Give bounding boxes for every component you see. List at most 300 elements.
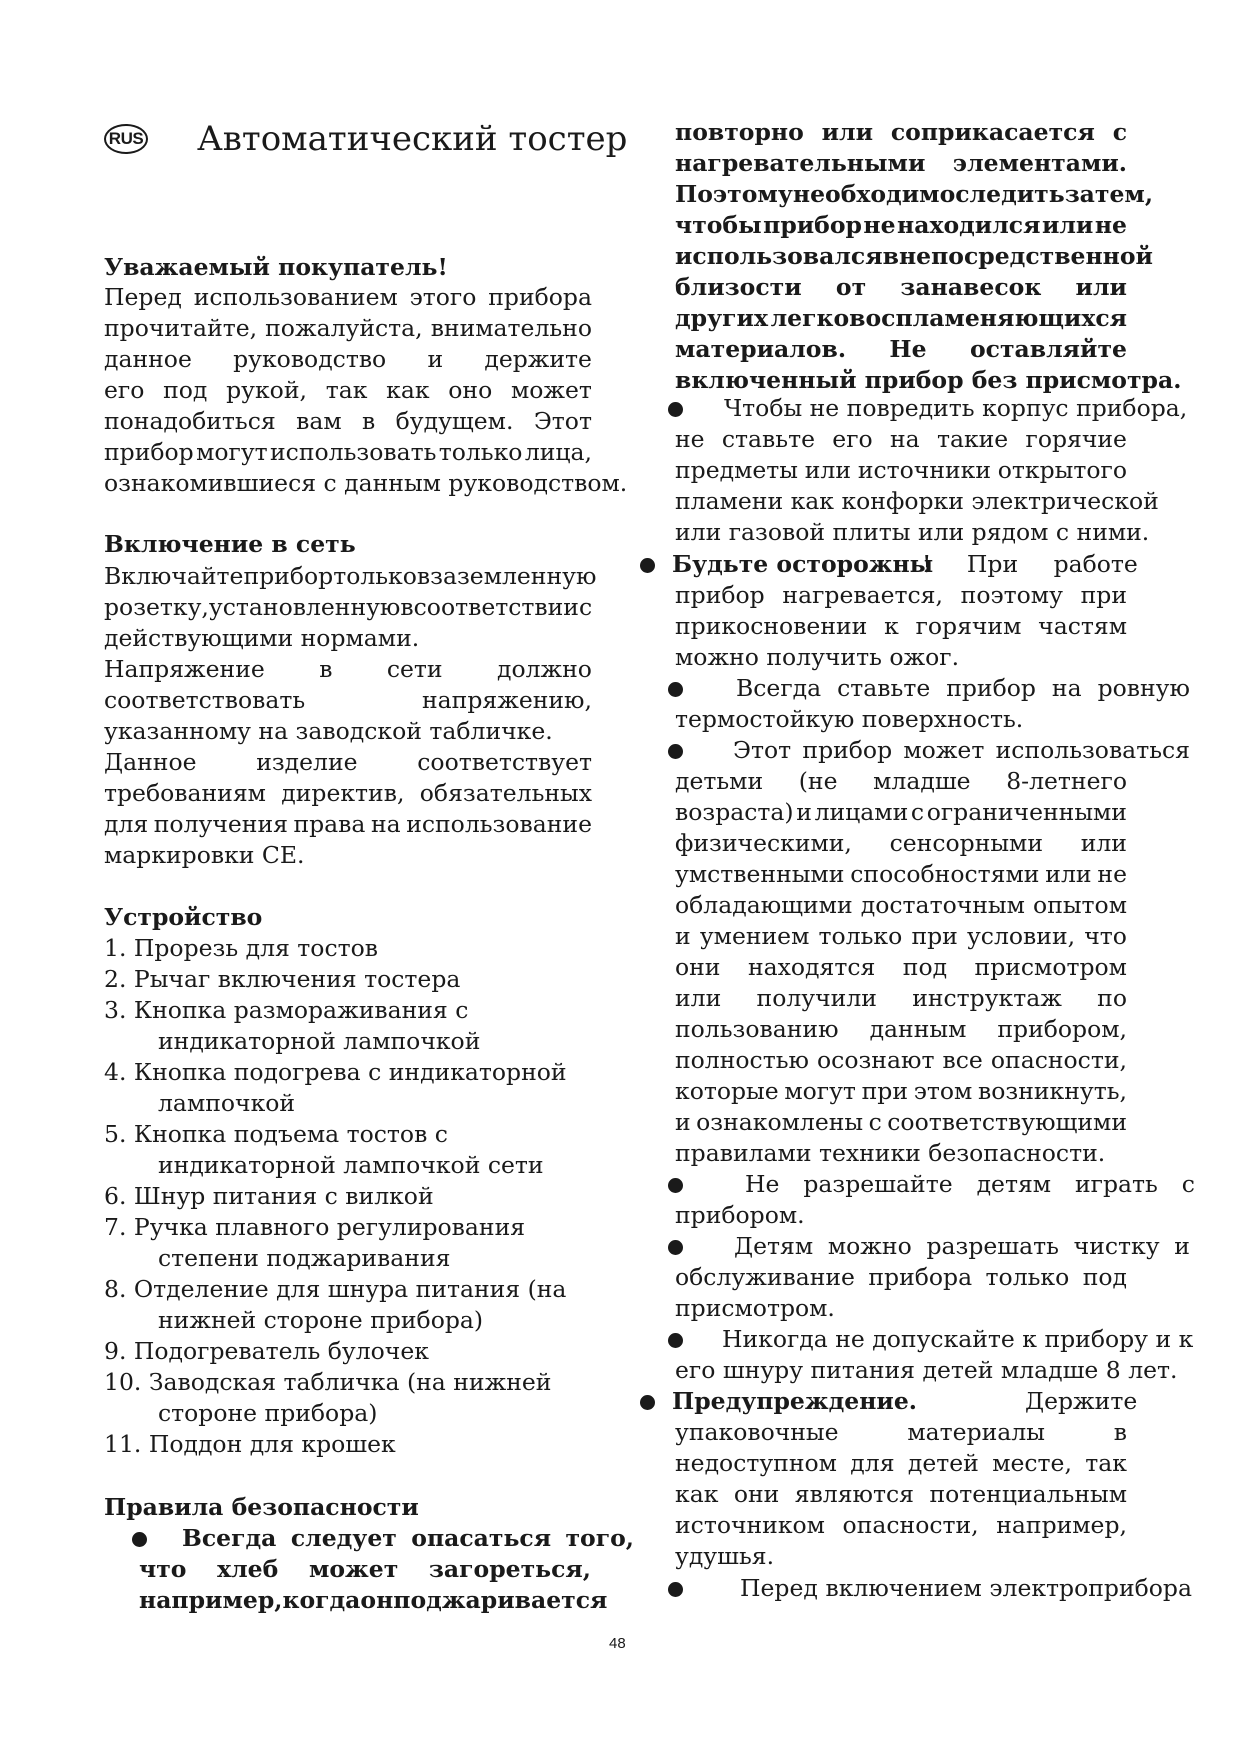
word: предметы xyxy=(675,456,798,484)
word: не xyxy=(1097,860,1127,888)
bullet-line xyxy=(675,1015,1127,1044)
word: только xyxy=(818,922,903,950)
word: младше xyxy=(873,767,971,795)
language-badge: RUS xyxy=(104,124,148,154)
bullet-icon xyxy=(668,1240,683,1255)
word: ознакомлены xyxy=(696,1108,864,1136)
word: только xyxy=(985,1263,1070,1291)
word: данным xyxy=(869,1015,967,1043)
word: или xyxy=(804,456,852,484)
word: возникнуть, xyxy=(978,1077,1127,1105)
word: может xyxy=(903,736,985,764)
word: все xyxy=(942,1046,983,1074)
bullet-line xyxy=(675,1077,1127,1106)
word: может xyxy=(308,1555,399,1583)
word: лицами xyxy=(814,798,909,826)
word: играть xyxy=(1075,1170,1158,1198)
word: прибором, xyxy=(997,1015,1127,1043)
word: только xyxy=(438,438,523,466)
word: разрешайте xyxy=(803,1170,953,1198)
word: обслуживание xyxy=(675,1263,855,1291)
word: изделие xyxy=(256,748,358,776)
word: и xyxy=(1174,1232,1190,1260)
word: находился xyxy=(897,211,1041,239)
word: что xyxy=(1084,922,1127,950)
device-list-item: 4. Кнопка подогрева с индикаторной xyxy=(104,1058,567,1086)
power-line xyxy=(104,810,592,839)
word: следить xyxy=(955,180,1065,208)
device-list-item-cont: индикаторной лампочкой xyxy=(158,1027,481,1055)
word: прикосновении xyxy=(675,612,868,640)
word: инструктаж xyxy=(912,984,1062,1012)
bullet-line xyxy=(745,1170,1195,1199)
word: могут xyxy=(196,438,268,466)
word: опытом xyxy=(1033,891,1127,919)
word: рукой, xyxy=(226,376,307,404)
word: физическими, xyxy=(675,829,852,857)
bullet-line xyxy=(675,612,1127,641)
word: упаковочные xyxy=(675,1418,839,1446)
word: за xyxy=(1064,180,1095,208)
word: директив, xyxy=(281,779,405,807)
word: получили xyxy=(756,984,877,1012)
word: умственными xyxy=(675,860,845,888)
bullet-line xyxy=(675,891,1127,920)
word: под xyxy=(1082,1263,1127,1291)
word: опасности, xyxy=(842,1511,979,1539)
word: в xyxy=(416,562,431,590)
word: и xyxy=(796,798,812,826)
safety-line xyxy=(675,149,1127,178)
word: 8-летнего xyxy=(1006,767,1127,795)
word: и xyxy=(675,1108,691,1136)
bullet-line: прибором. xyxy=(675,1201,805,1229)
word: непосредственной xyxy=(898,242,1153,270)
word: его xyxy=(832,425,873,453)
bullet-line: Никогда не допускайте к прибору и к xyxy=(722,1325,1194,1353)
word: легковоспламеняющихся xyxy=(770,304,1127,332)
word: включением xyxy=(825,1574,982,1602)
device-list-item: 6. Шнур питания с вилкой xyxy=(104,1182,434,1210)
word: получения xyxy=(153,810,288,838)
intro-line xyxy=(104,283,592,312)
power-line xyxy=(104,562,597,591)
word: присмотром xyxy=(974,953,1127,981)
bullet-line xyxy=(675,1046,1127,1075)
bullet-line xyxy=(675,1108,1127,1137)
word: прибор xyxy=(104,438,194,466)
word: использоваться xyxy=(995,736,1190,764)
word: вам xyxy=(296,407,342,435)
word: являются xyxy=(794,1480,915,1508)
word: не xyxy=(1094,211,1127,239)
word: понадобиться xyxy=(104,407,276,435)
safety-line xyxy=(675,211,1127,240)
word: этом xyxy=(913,1077,973,1105)
bullet-icon xyxy=(668,682,683,697)
bullet-line xyxy=(675,953,1127,982)
word: данное xyxy=(104,345,192,373)
device-list-item-cont: индикаторной лампочкой сети xyxy=(158,1151,544,1179)
bullet-line xyxy=(675,922,1127,951)
device-heading: Устройство xyxy=(104,903,263,931)
intro-line xyxy=(104,407,592,436)
word: необходимо xyxy=(792,180,956,208)
word: Включайте xyxy=(104,562,244,590)
word: детям xyxy=(976,1170,1052,1198)
word: частям xyxy=(1038,612,1127,640)
word: или xyxy=(1080,829,1127,857)
word: занавесок xyxy=(900,273,1042,301)
word: к xyxy=(884,612,899,640)
word: поэтому xyxy=(960,581,1063,609)
word: в xyxy=(400,593,414,621)
word: не xyxy=(675,425,705,453)
word: Всегда xyxy=(736,674,822,702)
word: прибора xyxy=(868,1263,973,1291)
word: прибор xyxy=(243,562,334,590)
device-list-item: 3. Кнопка размораживания с xyxy=(104,996,469,1024)
word: соприкасается xyxy=(890,118,1095,146)
word: держите xyxy=(484,345,592,373)
word: с xyxy=(1181,1170,1195,1198)
safety-line xyxy=(675,335,1127,364)
word: сенсорными xyxy=(889,829,1044,857)
word: Детям xyxy=(734,1232,814,1260)
word: при xyxy=(1080,581,1127,609)
bullet-line xyxy=(675,425,1127,454)
word: открытого xyxy=(997,456,1127,484)
bullet-line xyxy=(675,1418,1127,1447)
word: горячие xyxy=(1025,425,1127,453)
word: сети xyxy=(386,655,443,683)
word: такие xyxy=(936,425,1009,453)
safety-line: включенный прибор без присмотра. xyxy=(675,366,1182,394)
word: розетку, xyxy=(104,593,209,621)
word: возраста) xyxy=(675,798,794,826)
word: обязательных xyxy=(419,779,592,807)
word: прочитайте, xyxy=(104,314,258,342)
word: Не xyxy=(889,335,927,363)
word: и xyxy=(675,922,691,950)
word: не xyxy=(863,211,896,239)
word: на xyxy=(889,425,920,453)
bullet-line xyxy=(675,581,1127,610)
word: прибор xyxy=(675,581,765,609)
word: тем, xyxy=(1094,180,1154,208)
bullet-icon xyxy=(668,1582,683,1597)
word: электроприбора xyxy=(989,1574,1192,1602)
word: этого xyxy=(409,283,477,311)
bullet-line xyxy=(675,767,1127,796)
word: повторно xyxy=(675,118,804,146)
intro-line xyxy=(104,438,592,467)
word: соответствии xyxy=(413,593,579,621)
bullet-line: термостойкую поверхность. xyxy=(675,705,1024,733)
power-line: указанному на заводской табличке. xyxy=(104,717,553,745)
bullet-line xyxy=(675,984,1127,1013)
power-line xyxy=(104,686,592,715)
word: установленную xyxy=(208,593,401,621)
word: права xyxy=(293,810,366,838)
word: чистку xyxy=(1073,1232,1160,1260)
word: оно xyxy=(448,376,493,404)
bullet-line xyxy=(675,860,1127,889)
word: использовать xyxy=(270,438,437,466)
word: нагревается, xyxy=(782,581,943,609)
bullet-icon xyxy=(640,1395,655,1410)
word: которые xyxy=(675,1077,779,1105)
word: на xyxy=(370,810,401,838)
bullet-line: его шнуру питания детей младше 8 лет. xyxy=(675,1356,1178,1384)
safety-line xyxy=(675,273,1127,302)
word: как xyxy=(386,376,430,404)
word: оставляйте xyxy=(970,335,1127,363)
word: что xyxy=(139,1555,187,1583)
bullet-line: можно получить ожог. xyxy=(675,643,960,671)
word: по xyxy=(1097,984,1127,1012)
safety-line xyxy=(675,180,1154,209)
device-list-item: 7. Ручка плавного регулирования xyxy=(104,1213,526,1241)
device-list-item: 10. Заводская табличка (на нижней xyxy=(104,1368,552,1396)
page-title: Автоматический тостер xyxy=(197,119,628,159)
word: нагревательными xyxy=(675,149,926,177)
word: Поэтому xyxy=(675,180,793,208)
intro-line xyxy=(104,376,592,405)
bullet-line: пламени как конфорки электрической xyxy=(675,487,1159,515)
word: когда xyxy=(282,1586,361,1614)
intro-line xyxy=(104,345,592,374)
word: под xyxy=(902,953,948,981)
bullet-line: Держите xyxy=(1025,1387,1138,1415)
word: использование xyxy=(406,810,592,838)
device-list-item: 5. Кнопка подъема тостов с xyxy=(104,1120,448,1148)
word: в xyxy=(1113,1418,1127,1446)
word: элементами. xyxy=(952,149,1127,177)
word: разрешать xyxy=(926,1232,1059,1260)
safety-line xyxy=(675,242,1153,271)
word: использовался xyxy=(675,242,883,270)
word: источники xyxy=(857,456,991,484)
word: Всегда xyxy=(182,1524,277,1552)
word: или xyxy=(1075,273,1127,301)
word: близости xyxy=(675,273,802,301)
power-line xyxy=(104,779,592,808)
bullet-icon xyxy=(640,558,655,573)
word: или xyxy=(1045,860,1092,888)
bullet-line xyxy=(675,456,1127,485)
device-list-item: 11. Поддон для крошек xyxy=(104,1430,396,1458)
word: (не xyxy=(798,767,838,795)
word: так xyxy=(1085,1449,1127,1477)
device-list-item: 2. Рычаг включения тостера xyxy=(104,965,461,993)
bullet-line xyxy=(675,829,1127,858)
word: чтобы xyxy=(675,211,762,239)
device-list-item: 9. Подогреватель булочек xyxy=(104,1337,429,1365)
safety-heading: Правила безопасности xyxy=(104,1493,419,1521)
word: горячим xyxy=(915,612,1022,640)
bullet-line: удушья. xyxy=(675,1542,775,1570)
word: на xyxy=(1051,674,1082,702)
word: Этот xyxy=(533,407,592,435)
safety-line xyxy=(675,304,1127,333)
word: так xyxy=(325,376,368,404)
bullet-line xyxy=(733,736,1190,765)
power-heading: Включение в сеть xyxy=(104,530,356,558)
word: его xyxy=(104,376,145,404)
word: других xyxy=(675,304,768,332)
word: в xyxy=(319,655,333,683)
word: пожалуйста, xyxy=(265,314,423,342)
bullet-bold: Будьте осторожны xyxy=(672,550,934,578)
word: соответствует xyxy=(417,748,592,776)
bullet-line: или газовой плиты или рядом с ними. xyxy=(675,518,1150,546)
word: с xyxy=(1112,118,1127,146)
word: они xyxy=(733,1480,780,1508)
word: они xyxy=(675,953,721,981)
word: поджаривается xyxy=(393,1586,608,1614)
word: условии, xyxy=(966,922,1076,950)
bullet-line xyxy=(675,1511,1127,1540)
device-list-item-cont: степени поджаривания xyxy=(158,1244,451,1272)
bullet-line xyxy=(675,1449,1127,1478)
word: Данное xyxy=(104,748,197,776)
power-line xyxy=(104,655,592,684)
bullet-line: присмотром. xyxy=(675,1294,835,1322)
word: находятся xyxy=(747,953,876,981)
word: с xyxy=(910,798,925,826)
word: соответствующими xyxy=(887,1108,1127,1136)
bullet-line xyxy=(675,798,1127,827)
device-list-item: 8. Отделение для шнура питания (на xyxy=(104,1275,567,1303)
word: для xyxy=(850,1449,895,1477)
word: при xyxy=(911,922,958,950)
bullet-line: правилами техники безопасности. xyxy=(675,1139,1106,1167)
word: может xyxy=(510,376,592,404)
word: месте, xyxy=(992,1449,1072,1477)
word: ровную xyxy=(1097,674,1190,702)
word: он xyxy=(360,1586,394,1614)
bullet-line xyxy=(675,1480,1127,1509)
word: с xyxy=(578,593,593,621)
bullet-icon xyxy=(668,1178,683,1193)
word: как xyxy=(675,1480,719,1508)
word: следует xyxy=(290,1524,397,1552)
word: материалы xyxy=(907,1418,1045,1446)
word: прибор xyxy=(946,674,1036,702)
word: Перед xyxy=(104,283,182,311)
bullet-line xyxy=(675,1263,1127,1292)
word: прибора xyxy=(488,283,592,311)
bullet-line xyxy=(736,674,1190,703)
word: Не xyxy=(745,1170,780,1198)
word: того, xyxy=(565,1524,634,1552)
word: опасаться xyxy=(411,1524,552,1552)
word: обладающими xyxy=(675,891,853,919)
word: достаточным xyxy=(860,891,1025,919)
bullet-icon xyxy=(668,744,683,759)
bullet-icon xyxy=(668,1333,683,1348)
word: в xyxy=(362,407,376,435)
word: потенциальным xyxy=(929,1480,1127,1508)
bullet-line: ! При работе xyxy=(922,550,1138,578)
word: умением xyxy=(699,922,810,950)
safety-line xyxy=(139,1586,608,1615)
word: например, xyxy=(996,1511,1127,1539)
word: хлеб xyxy=(217,1555,279,1583)
word: требованиям xyxy=(104,779,266,807)
word: для xyxy=(104,810,149,838)
word: соответствовать xyxy=(104,686,306,714)
safety-line xyxy=(675,118,1127,147)
word: ставьте xyxy=(721,425,815,453)
word: детьми xyxy=(675,767,764,795)
power-line: действующими нормами. xyxy=(104,624,420,652)
word: опасности, xyxy=(990,1046,1127,1074)
bullet-line: Чтобы не повредить корпус прибора, xyxy=(724,394,1188,422)
device-list-item-cont: лампочкой xyxy=(158,1089,296,1117)
intro-line xyxy=(104,314,592,343)
word: можно xyxy=(827,1232,912,1260)
word: и xyxy=(427,345,444,373)
word: с xyxy=(868,1108,882,1136)
word: ограниченными xyxy=(926,798,1127,826)
device-list-item-cont: нижней стороне прибора) xyxy=(158,1306,484,1334)
bullet-line xyxy=(740,1574,1192,1603)
word: загореться, xyxy=(428,1555,591,1583)
bullet-line xyxy=(734,1232,1190,1261)
word: прибор xyxy=(802,736,893,764)
power-line xyxy=(104,593,593,622)
word: источником xyxy=(675,1511,825,1539)
power-line: маркировки СЕ. xyxy=(104,841,305,869)
word: способностями xyxy=(850,860,1040,888)
word: при xyxy=(861,1077,908,1105)
word: детей xyxy=(907,1449,979,1477)
word: или xyxy=(675,984,722,1012)
word: Напряжение xyxy=(104,655,265,683)
word: использованием xyxy=(193,283,398,311)
page-number: 48 xyxy=(609,1635,626,1652)
word: напряжению, xyxy=(422,686,592,714)
word: прибор xyxy=(763,211,862,239)
intro-heading: Уважаемый покупатель! xyxy=(104,253,448,281)
power-line xyxy=(104,748,592,777)
word: пользованию xyxy=(675,1015,839,1043)
word: или xyxy=(1041,211,1094,239)
word: руководство xyxy=(233,345,387,373)
word: лица, xyxy=(524,438,592,466)
word: полностью xyxy=(675,1046,809,1074)
word: или xyxy=(821,118,874,146)
word: например, xyxy=(139,1586,283,1614)
safety-line xyxy=(182,1524,634,1553)
word: Этот xyxy=(733,736,792,764)
intro-line: ознакомившиеся с данным руководством. xyxy=(104,469,628,497)
word: осознают xyxy=(817,1046,935,1074)
word: под xyxy=(163,376,208,404)
word: могут xyxy=(784,1077,856,1105)
word: материалов. xyxy=(675,335,846,363)
device-list-item: 1. Прорезь для тостов xyxy=(104,934,378,962)
word: только xyxy=(333,562,417,590)
word: будущем. xyxy=(395,407,514,435)
word: от xyxy=(835,273,867,301)
safety-line xyxy=(139,1555,591,1584)
word: Перед xyxy=(740,1574,818,1602)
word: должно xyxy=(496,655,592,683)
word: недоступном xyxy=(675,1449,837,1477)
